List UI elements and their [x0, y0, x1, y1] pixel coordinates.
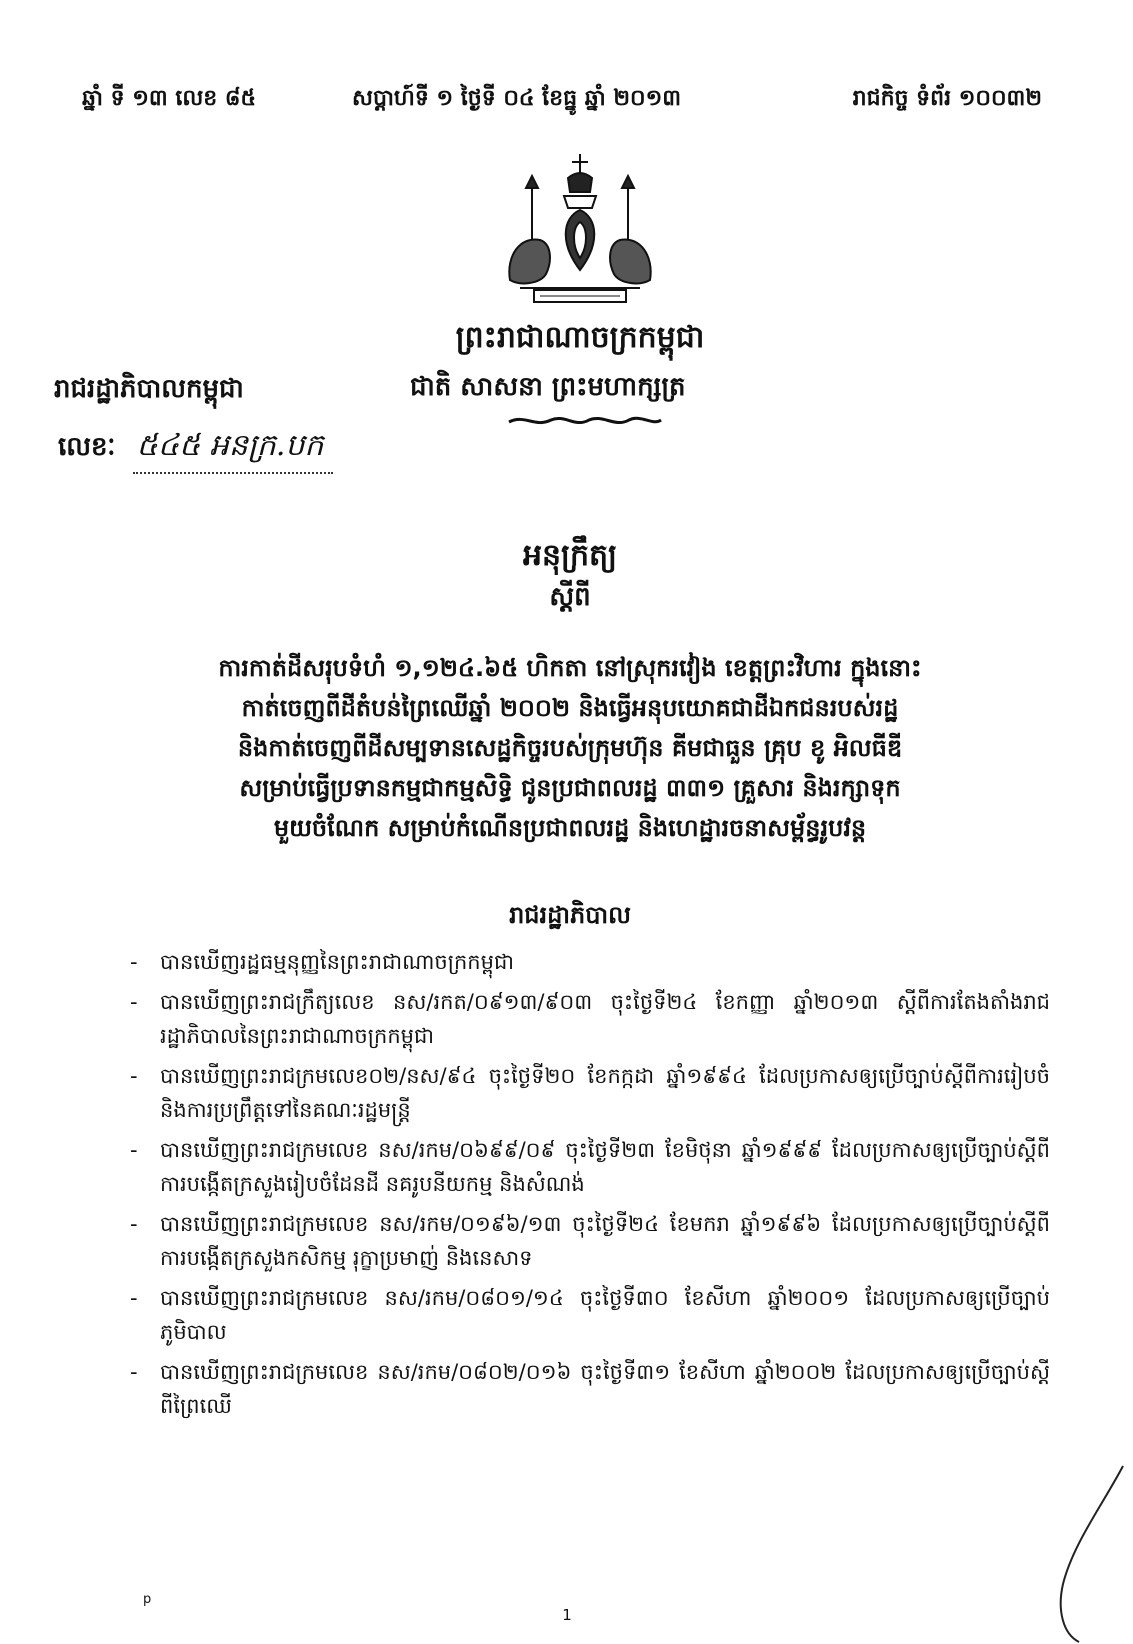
consideration-text: បានឃើញរដ្ឋធម្មនុញ្ញនៃព្រះរាជាណាចក្រកម្ពុជា [160, 950, 514, 974]
gazette-date: សប្តាហ៍ទី ១ ថ្ងៃទី ០៤ ខែធ្នូ ឆ្នាំ ២០១៣ [352, 86, 682, 111]
ornament-divider-icon [505, 414, 665, 428]
subject-line: សម្រាប់ធ្វើប្រទានកម្មជាកម្មសិទ្ធិ ជូនប្រជាពលរដ្ឋ ៣៣១ គ្រួសារ និងរក្សាទុក [239, 774, 901, 802]
reference-label: លេខៈ [58, 432, 116, 462]
subject-line: កាត់ចេញពីដីតំបន់ព្រៃឈើឆ្នាំ ២០០២ និងធ្វើអនុបយោគជាដីឯកជនរបស់រដ្ឋ [241, 694, 899, 722]
consideration-text: បានឃើញព្រះរាជក្រមលេខ នស/រកម/០៨០១/១៤ ចុះថ្ងៃទី៣០ ខែសីហា ឆ្នាំ២០០១ ដែលប្រកាសឲ្យប្រើច្បាប់ភូមិបាល [160, 1286, 1050, 1344]
issuing-authority: រាជរដ្ឋាភិបាលកម្ពុជា [54, 374, 244, 404]
consideration-item: - បានឃើញព្រះរាជក្រមលេខ នស/រកម/០៦៩៩/០៩ ចុះថ្ងៃទី២៣ ខែមិថុនា ឆ្នាំ១៩៩៩ ដែលប្រកាសឲ្យប្រើច្បាប់ស្តីពីការបង្កើតក្រសួងរៀបចំដែនដី នគរូបនីយកម្ម និងសំណង់ [130, 1138, 1050, 1196]
signature-stroke-icon [1013, 1464, 1133, 1644]
consideration-text: បានឃើញព្រះរាជក្រមលេខ នស/រកម/០៨០២/០១៦ ចុះថ្ងៃទី៣១ ខែសីហា ឆ្នាំ២០០២ ដែលប្រកាសឲ្យប្រើច្បាប់ស្តីពីព្រៃឈើ [160, 1360, 1050, 1418]
consideration-text: បានឃើញព្រះរាជក្រឹត្យលេខ នស/រកត/០៩១៣/៩០៣ ចុះថ្ងៃទី២៤ ខែកញ្ញា ឆ្នាំ២០១៣ ស្តីពីការតែងតាំងរាជរដ្ឋាភិបាលនៃព្រះរាជាណាចក្រកម្ពុជា [160, 990, 1050, 1048]
reference-number: ៥៤៥ អនក្រ.បក [133, 426, 334, 474]
kingdom-title: ព្រះរាជាណាចក្រកម្ពុជា [455, 320, 705, 355]
consideration-item: - បានឃើញព្រះរាជក្រឹត្យលេខ នស/រកត/០៩១៣/៩០៣ ចុះថ្ងៃទី២៤ ខែកញ្ញា ឆ្នាំ២០១៣ ស្តីពីការតែងតាំងរាជរដ្ឋាភិបាលនៃព្រះរាជាណាចក្រកម្ពុជា [130, 990, 1050, 1048]
national-motto: ជាតិ សាសនា ព្រះមហាក្សត្រ [410, 372, 686, 402]
document-type: អនុក្រឹត្យ [522, 538, 618, 573]
consideration-item: - បានឃើញព្រះរាជក្រមលេខ នស/រកម/០១៩៦/១៣ ចុះថ្ងៃទី២៤ ខែមករា ឆ្នាំ១៩៩៦ ដែលប្រកាសឲ្យប្រើច្បាប់ស្តីពីការបង្កើតក្រសួងកសិកម្ម រុក្ខាប្រមាញ់ និងនេសាទ [130, 1212, 1050, 1270]
page-number: 1 [562, 1606, 572, 1624]
consideration-text: បានឃើញព្រះរាជក្រមលេខ នស/រកម/០៦៩៩/០៩ ចុះថ្ងៃទី២៣ ខែមិថុនា ឆ្នាំ១៩៩៩ ដែលប្រកាសឲ្យប្រើច្បាប់ស្តីពីការបង្កើតក្រសួងរៀបចំដែនដី នគរូបនីយកម្ម និងសំណង់ [160, 1138, 1050, 1196]
gazette-header [82, 84, 1042, 118]
reference-line [58, 426, 333, 474]
consideration-text: បានឃើញព្រះរាជក្រមលេខ០២/នស/៩៤ ចុះថ្ងៃទី២០ ខែកក្កដា ឆ្នាំ១៩៩៤ ដែលប្រកាសឲ្យប្រើច្បាប់ស្តីពីការរៀបចំនិងការប្រព្រឹត្តទៅនៃគណៈរដ្ឋមន្ត្រី [160, 1064, 1050, 1122]
document-subject [140, 648, 1000, 848]
royal-emblem-icon [480, 148, 680, 308]
subject-line: មួយចំណែក សម្រាប់កំណើនប្រជាពលរដ្ឋ និងហេដ្ឋារចនាសម្ព័ន្ធរូបវន្ត [273, 814, 867, 842]
regarding-label: ស្តីពី [549, 582, 591, 612]
consideration-item: - បានឃើញព្រះរាជក្រមលេខ០២/នស/៩៤ ចុះថ្ងៃទី២០ ខែកក្កដា ឆ្នាំ១៩៩៤ ដែលប្រកាសឲ្យប្រើច្បាប់ស្តីពីការរៀបចំនិងការប្រព្រឹត្តទៅនៃគណៈរដ្ឋមន្ត្រី [130, 1064, 1050, 1122]
consideration-item: - បានឃើញរដ្ឋធម្មនុញ្ញនៃព្រះរាជាណាចក្រកម្ពុជា [130, 950, 514, 974]
considerations-list [130, 945, 1050, 1429]
stray-mark: p [143, 1592, 152, 1607]
consideration-item: - បានឃើញព្រះរាជក្រមលេខ នស/រកម/០៨០២/០១៦ ចុះថ្ងៃទី៣១ ខែសីហា ឆ្នាំ២០០២ ដែលប្រកាសឲ្យប្រើច្បាប់ស្តីពីព្រៃឈើ [130, 1360, 1050, 1418]
gazette-page: រាជកិច្ច ទំព័រ ១០០៣២ [852, 86, 1042, 111]
subject-line: និងកាត់ចេញពីដីសម្បទានសេដ្ឋកិច្ចរបស់ក្រុមហ៊ុន គីមជាធួន គ្រុប ខូ អិលធីឌី [237, 734, 903, 762]
subject-line: ការកាត់ដីសរុបទំហំ ១,១២៤.៦៥ ហិកតា នៅស្រុករវៀង ខេត្តព្រះវិហារ ក្នុងនោះ [218, 654, 922, 682]
consideration-text: បានឃើញព្រះរាជក្រមលេខ នស/រកម/០១៩៦/១៣ ចុះថ្ងៃទី២៤ ខែមករា ឆ្នាំ១៩៩៦ ដែលប្រកាសឲ្យប្រើច្បាប់ស្តីពីការបង្កើតក្រសួងកសិកម្ម រុក្ខាប្រមាញ់ និងនេសាទ [160, 1212, 1050, 1270]
consideration-item: - បានឃើញព្រះរាជក្រមលេខ នស/រកម/០៨០១/១៤ ចុះថ្ងៃទី៣០ ខែសីហា ឆ្នាំ២០០១ ដែលប្រកាសឲ្យប្រើច្បាប់ភូមិបាល [130, 1286, 1050, 1344]
government-heading: រាជរដ្ឋាភិបាល [509, 901, 631, 929]
gazette-issue: ឆ្នាំ ទី ១៣ លេខ ៨៥ [82, 86, 257, 111]
